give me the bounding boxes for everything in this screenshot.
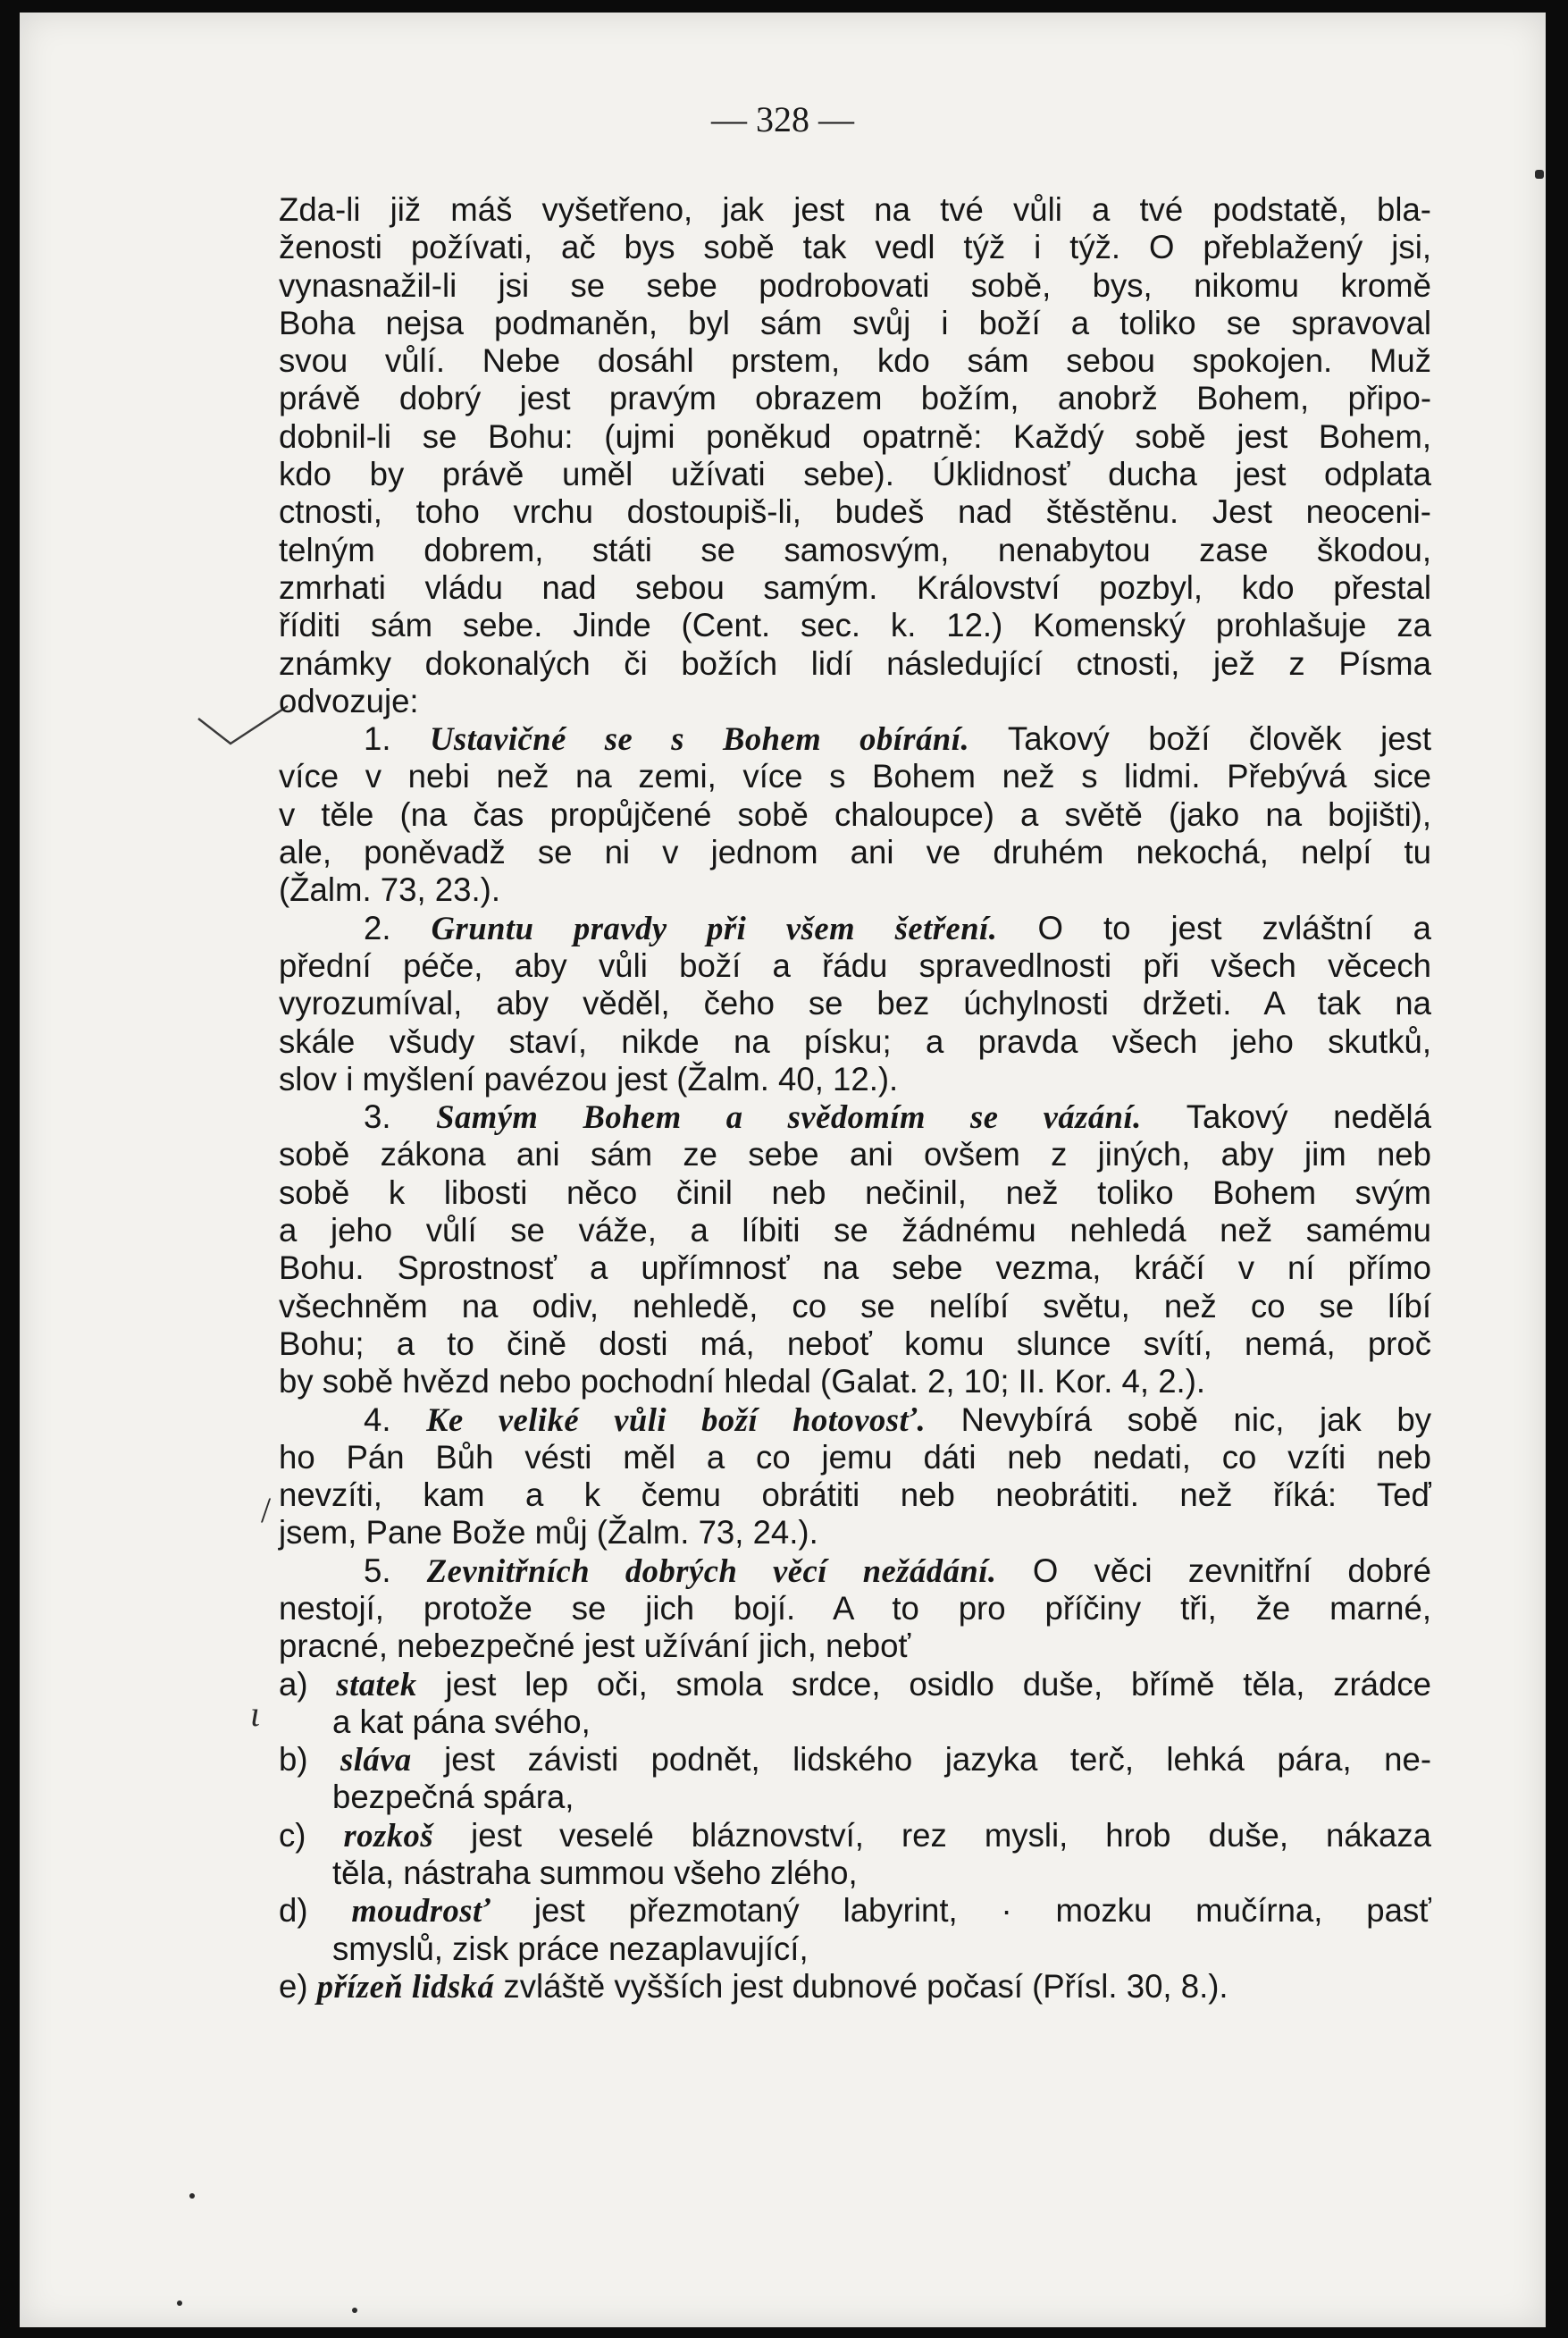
margin-mark: / [261,1490,272,1530]
text-line: v těle (na čas propůjčené sobě chaloupce) a světě (jako na bojišti), [279,795,1431,833]
sublist-label: e) [279,1967,317,2005]
specks [189,2193,195,2199]
text-line: kdo by právě uměl užívati sebe). Úklidnosť ducha jest odplata [279,456,1431,493]
sublist-term: rozkoš [343,1816,434,1854]
text-line: jsem, Pane Bože můj (Žalm. 73, 24.). [279,1514,818,1552]
sublist-term: statek [336,1665,417,1703]
list-number: 1. [364,720,431,758]
list-item-text: O věci zevnitřní dobré [996,1552,1431,1589]
list-item-first-line [279,1098,1431,1136]
list-item-title: Ustavičné se s Bohem obírání. [430,720,970,758]
list-item-title: Gruntu pravdy při všem šetření. [431,909,998,946]
lettered-list [279,1666,1431,2006]
text-line: slov i myšlení pavézou jest (Žalm. 40, 12.). [279,1060,899,1098]
list-item-title: Samým Bohem a svědomím se vázání. [436,1098,1142,1136]
text-line: telným dobrem, státi se samosvým, nenabytou zase škodou, [279,531,1431,568]
text-line: dobnil-li se Bohu: (ujmi poněkud opatrně: Každý sobě jest Bohem, [279,417,1431,455]
text-line: a jeho vůlí se váže, a líbiti se žádnému nehledá než samému [279,1212,1431,1249]
text-line: ženosti požívati, ač bys sobě tak vedl týž i týž. O přeblažený jsi, [279,229,1431,266]
list-item-first-line [279,910,1431,947]
sublist-term: přízeň lidská [316,1967,495,2005]
text-line: by sobě hvězd nebo pochodní hledal (Galat. 2, 10; II. Kor. 4, 2.). [279,1363,1206,1400]
text-line: ale, poněvadž se ni v jednom ani ve druhém nekochá, nelpí tu [279,834,1431,871]
specks [177,2300,182,2306]
text-line: pracné, nebezpečné jest užívání jich, neboť [279,1627,911,1665]
text-line: známky dokonalých či božích lidí následující ctnosti, jež z Písma [279,644,1431,682]
text-line: říditi sám sebe. Jinde (Cent. sec. k. 12.) Komenský prohlašuje za [279,607,1431,644]
sublist-continuation: těla, nástraha summou všeho zlého, [332,1854,858,1892]
text-line: ho Pán Bůh vésti měl a co jemu dáti neb nedati, co vzíti neb [279,1438,1431,1476]
text-line: více v nebi než na zemi, více s Bohem než s lidmi. Přebývá sice [279,758,1431,795]
specks [352,2308,357,2313]
text-line: právě dobrý jest pravým obrazem božím, anobrž Bohem, připo- [279,380,1431,417]
text-line: skále všudy staví, nikde na písku; a pravda všech jeho skutků, [279,1022,1431,1060]
text-line: nestojí, protože se jich bojí. A to pro příčiny tři, že marné, [279,1589,1431,1627]
sublist-term: sláva [340,1741,412,1779]
text-line: svou vůlí. Nebe dosáhl prstem, kdo sám sebou spokojen. Muž [279,342,1431,380]
sublist-label: c) [279,1816,344,1854]
sublist-term: moudrosť [351,1892,491,1930]
text-line: sobě k libosti něco činil neb nečinil, než toliko Bohem svým [279,1173,1431,1211]
text-line: (Žalm. 73, 23.). [279,871,500,909]
margin-mark: ɩ [250,1694,261,1734]
sublist-label: d) [279,1892,352,1930]
text-line: přední péče, aby vůli boží a řádu spravedlnosti při všech věcech [279,946,1431,984]
sublist-item [279,1892,1431,1930]
text-line: Bohu; a to čině dosti má, neboť komu slunce svítí, nemá, proč [279,1325,1431,1362]
list-item-first-line [279,720,1431,758]
text-line: všechněm na odiv, nehledě, co se nelíbí světu, než co se líbí [279,1287,1431,1325]
text-line: Boha nejsa podmaněn, byl sám svůj i boží a toliko se spravoval [279,304,1431,341]
sublist-item [279,1968,1431,2006]
sublist-continuation: a kat pána svého, [332,1703,591,1740]
list-item-first-line [279,1401,1431,1439]
book-page [20,13,1546,2327]
list-item-text: Takový nedělá [1141,1098,1431,1136]
text-line: ctnosti, toho vrchu dostoupiš-li, budeš nad štěstěnu. Jest neoceni- [279,493,1431,531]
text-line: Bohu. Sprostnosť a upřímnosť na sebe vezma, kráčí v ní přímo [279,1249,1431,1287]
sublist-item [279,1666,1431,1703]
text-line: sobě zákona ani sám ze sebe ani ovšem z jiných, aby jim neb [279,1136,1431,1173]
list-number: 2. [364,909,432,946]
sublist-text: jest závisti podnět, lidského jazyka terč, lehká pára, ne- [411,1741,1431,1779]
list-item-text: Takový boží člověk jest [969,720,1431,758]
list-item-first-line [279,1552,1431,1590]
list-number: 4. [364,1400,427,1438]
list-number: 3. [364,1098,437,1136]
sublist-label: b) [279,1741,340,1779]
sublist-text: jest přezmotaný labyrint, · mozku mučírna, pasť [490,1892,1431,1930]
list-item-title: Zevnitřních dobrých věcí nežádání. [426,1552,997,1589]
sublist-continuation: smyslů, zisk práce nezaplavující, [332,1930,809,1967]
specks [1535,170,1544,179]
paragraph [279,191,1431,720]
sublist-label: a) [279,1665,337,1703]
list-number: 5. [364,1552,427,1589]
text-line: nevzíti, kam a k čemu obrátiti neb neobrátiti. než říká: Teď [279,1476,1431,1514]
sublist-text: zvláště vyšších jest dubnové počasí (Přísl. 30, 8.). [494,1967,1228,2005]
numbered-list [279,720,1431,1665]
list-item-text: O to jest zvláštní a [997,909,1431,946]
body-text [279,191,1431,2006]
text-line: zmrhati vládu nad sebou samým. Království pozbyl, kdo přestal [279,568,1431,606]
text-line: vynasnažil-li jsi se sebe podrobovati sobě, bys, nikomu kromě [279,266,1431,304]
text-line: Zda-li již máš vyšetřeno, jak jest na tvé vůli a tvé podstatě, bla- [279,191,1431,228]
text-line: vyrozumíval, aby věděl, čeho se bez úchylnosti držeti. A tak na [279,985,1431,1022]
sublist-item [279,1741,1431,1779]
list-item-title: Ke veliké vůli boží hotovosť. [426,1400,927,1438]
sublist-continuation: bezpečná spára, [332,1779,574,1816]
sublist-text: jest lep oči, smola srdce, osidlo duše, břímě těla, zrádce [416,1665,1431,1703]
text-line: odvozuje: [279,682,419,719]
sublist-item [279,1817,1431,1854]
list-item-text: Nevybírá sobě nic, jak by [926,1400,1431,1438]
sublist-text: jest veselé bláznovství, rez mysli, hrob duše, nákaza [433,1816,1431,1854]
page-number: — 328 — [711,99,854,139]
